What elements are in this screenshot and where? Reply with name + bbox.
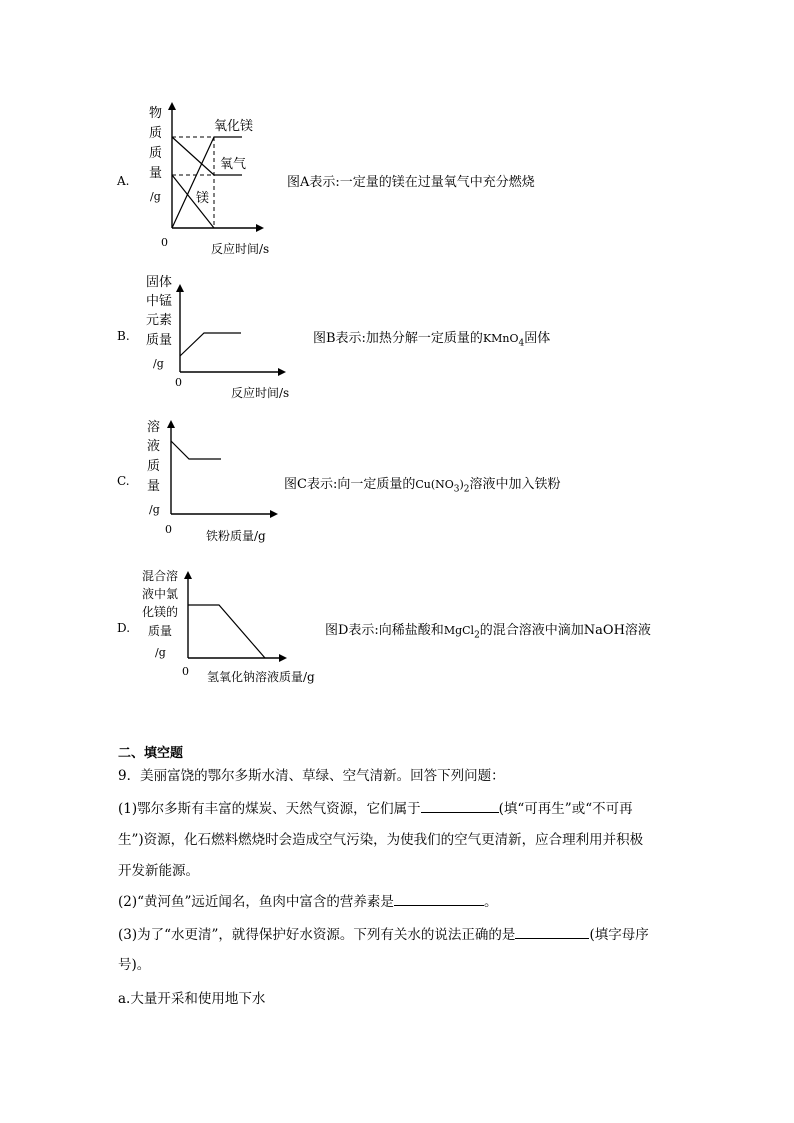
- graph-d: [188, 573, 285, 658]
- question-9-part-3-line-1: [118, 921, 649, 949]
- graph-a-xlabel: 反应时间/s: [211, 242, 270, 256]
- graph-a-origin: 0: [161, 236, 168, 249]
- graph-a-label-mgo: 氧化镁: [214, 119, 254, 134]
- question-9-part-1-line-2: 生”)资源，化石燃料燃烧时会造成空气污染，为使我们的空气更清新，应合理利用并积极: [118, 832, 644, 848]
- option-d-formula-sub: 2: [474, 630, 480, 641]
- graph-d-ylabel-3: 化镁的: [142, 605, 179, 619]
- answer-blank-1[interactable]: [421, 797, 499, 813]
- option-b-caption-post: 固体: [524, 331, 551, 346]
- graph-a-ylabel-2: 质: [149, 126, 163, 141]
- q9-p1a: (1)鄂尔多斯有丰富的煤炭、天然气资源，它们属于: [118, 801, 421, 817]
- graph-b-ylabel-3: 元素: [146, 313, 173, 328]
- option-c-formula-2: ): [459, 478, 464, 491]
- option-c-caption-post: 溶液中加入铁粉: [469, 477, 561, 492]
- option-a-caption: [287, 171, 535, 190]
- graph-a-ylabel-5: /g: [150, 190, 161, 203]
- graph-b-ylabel-1: 固体: [146, 275, 173, 290]
- graph-a-ylabel-3: 质: [149, 146, 163, 161]
- graph-a-ylabel-1: 物: [149, 106, 163, 121]
- option-d-caption-post: 的混合溶液中滴加NaOH溶液: [479, 623, 651, 638]
- option-a-letter: A.: [117, 174, 130, 188]
- answer-blank-3[interactable]: [515, 923, 589, 939]
- graph-d-ylabel-5: /g: [155, 646, 166, 659]
- option-c-caption-pre: 图C表示:向一定质量的: [284, 477, 416, 492]
- graph-a-label-o2: 氧气: [220, 157, 247, 172]
- graph-b-ylabel-2: 中锰: [146, 294, 173, 309]
- graph-c-ylabel-4: 量: [147, 479, 161, 494]
- graph-d-origin: 0: [182, 665, 189, 678]
- option-c-letter: C.: [117, 474, 130, 488]
- graph-c-origin: 0: [165, 523, 172, 536]
- graph-c-ylabel-1: 溶: [147, 420, 161, 435]
- graph-a-label-mg: 镁: [196, 191, 210, 206]
- option-b-letter: B.: [117, 329, 130, 343]
- graph-b: [180, 286, 284, 372]
- option-b-caption: [313, 327, 550, 349]
- graph-b-origin: 0: [175, 376, 182, 389]
- q9-p3b: (填字母序: [589, 927, 649, 943]
- q9-p1b: (填“可再生”或“不可再: [498, 801, 633, 817]
- graph-d-xlabel: 氢氧化钠溶液质量/g: [207, 670, 315, 684]
- graph-c: [171, 422, 276, 514]
- graph-d-ylabel-2: 液中氯: [142, 587, 179, 601]
- graph-d-curve: [188, 605, 265, 658]
- graph-d-ylabel-1: 混合溶: [142, 569, 179, 583]
- q9-p2b: 。: [483, 894, 498, 910]
- question-9-part-2: [118, 888, 497, 916]
- question-9-part-1-line-1: [118, 795, 633, 823]
- graph-c-curve: [171, 441, 221, 459]
- graph-a-mgo-line: [172, 137, 242, 228]
- option-c-formula-sub-2: 2: [463, 484, 470, 495]
- graph-c-ylabel-2: 液: [147, 439, 161, 454]
- question-9-stem: 9．美丽富饶的鄂尔多斯水清、草绿、空气清新。回答下列问题：: [118, 768, 505, 784]
- section-title: 二、填空题: [118, 746, 184, 761]
- option-a-caption-text: 图A表示:一定量的镁在过量氧气中充分燃烧: [287, 175, 535, 190]
- option-d-formula: MgCl: [443, 624, 475, 637]
- option-d-letter: D.: [117, 621, 131, 635]
- option-d-caption: [325, 619, 651, 641]
- graph-a-ylabel-4: 量: [149, 166, 163, 181]
- graph-d-ylabel-4: 质量: [148, 624, 173, 638]
- option-b-formula: KMnO: [482, 332, 519, 345]
- q9-p3a: (3)为了“水更清”，就得保护好水资源。下列有关水的说法正确的是: [118, 927, 516, 943]
- graph-b-ylabel-4: 质量: [146, 333, 173, 348]
- option-c-formula-sub-1: 3: [453, 484, 460, 495]
- question-9-part-1-line-3: 开发新能源。: [118, 863, 199, 879]
- graph-b-xlabel: 反应时间/s: [231, 386, 290, 400]
- graph-c-ylabel-3: 质: [147, 459, 161, 474]
- question-9-option-a: a.大量开采和使用地下水: [118, 991, 266, 1007]
- option-c-caption: [284, 473, 561, 495]
- option-b-formula-sub: 4: [518, 338, 525, 349]
- graph-c-xlabel: 铁粉质量/g: [206, 529, 266, 543]
- graph-b-curve: [180, 333, 241, 356]
- graph-c-ylabel-5: /g: [149, 503, 160, 516]
- option-c-formula-1: Cu(NO: [415, 478, 454, 491]
- option-d-caption-pre: 图D表示:向稀盐酸和: [325, 623, 444, 638]
- answer-blank-2[interactable]: [394, 890, 484, 906]
- graph-b-ylabel-5: /g: [153, 357, 164, 370]
- q9-p2a: (2)“黄河鱼”远近闻名，鱼肉中富含的营养素是: [118, 894, 394, 910]
- question-9-part-3-line-2: 号)。: [118, 957, 151, 973]
- option-b-caption-pre: 图B表示:加热分解一定质量的: [313, 331, 483, 346]
